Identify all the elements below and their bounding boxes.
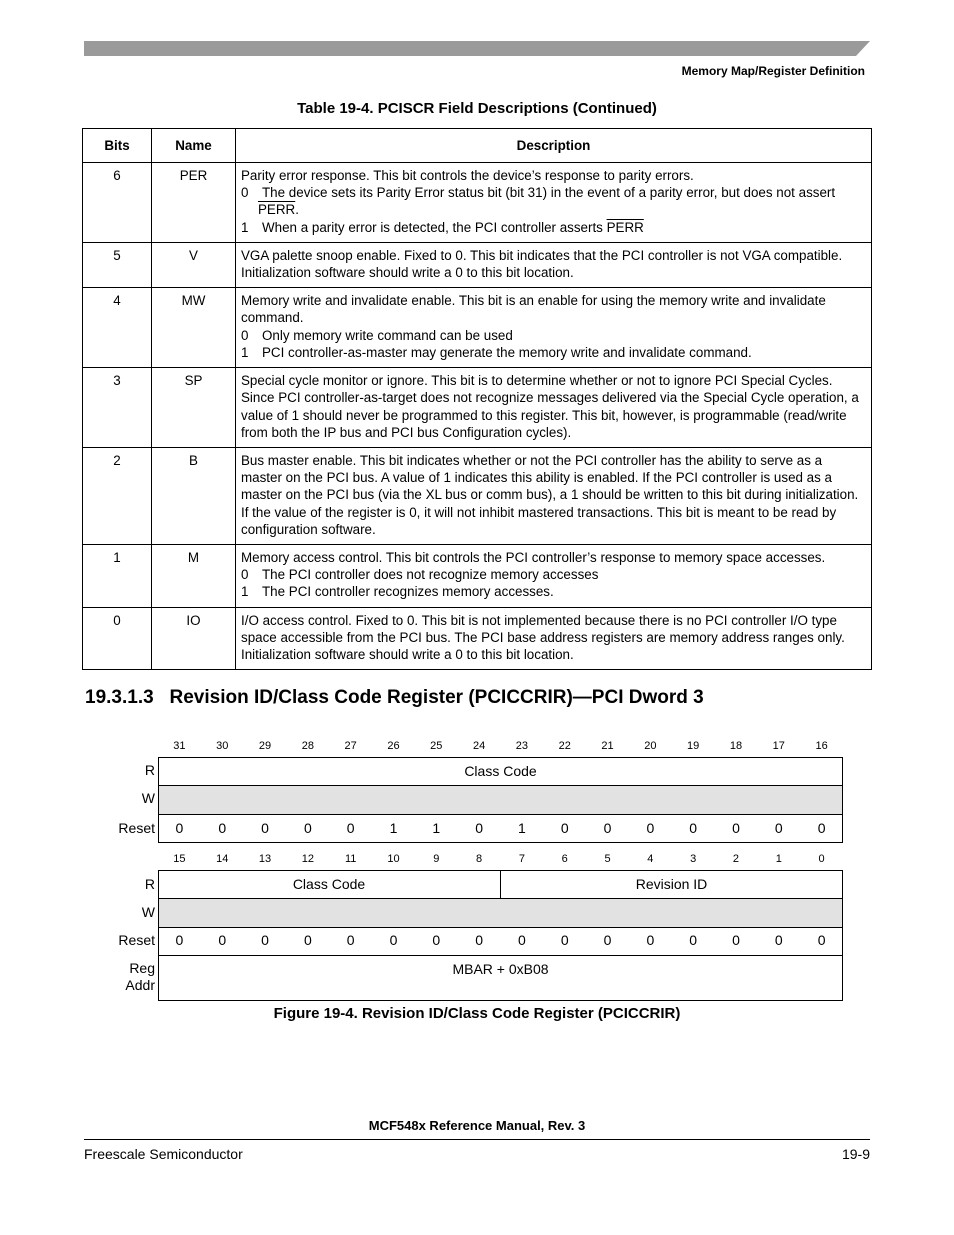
bit-number: 1 xyxy=(775,853,782,865)
row-label-reset: Reset xyxy=(118,820,155,836)
reset-value: 0 xyxy=(346,932,355,948)
bit-number: 7 xyxy=(518,853,525,865)
reset-value: 0 xyxy=(175,820,184,836)
bit-number: 15 xyxy=(173,853,186,865)
row-label-write: W xyxy=(141,904,155,920)
perr-signal: PERR xyxy=(258,202,296,218)
column-header-name: Name xyxy=(152,129,236,163)
reset-value: 0 xyxy=(774,820,783,836)
encoding-value: 0 xyxy=(241,567,249,583)
description-text: I/O access control. Fixed to 0. This bit is not implemented because there is no PCI controller I/O type space accessible from the PCI bus. The PCI base address registers are memory address ranges only. Initialization software should write a 0 to this bit location. xyxy=(241,612,845,663)
reset-value: 1 xyxy=(432,820,441,836)
reset-value: 0 xyxy=(774,932,783,948)
figure-caption: Figure 19-4. Revision ID/Class Code Register (PCICCRIR) xyxy=(273,1005,681,1022)
reset-value: 0 xyxy=(475,932,483,948)
description-text: Memory access control. This bit controls the PCI controller’s response to memory space accesses. xyxy=(241,550,826,566)
lower-class-code-field: Class Code xyxy=(292,876,366,892)
encoding-value: 1 xyxy=(241,344,249,360)
bits-cell: 1 xyxy=(83,545,152,608)
name-cell: V xyxy=(152,242,236,287)
bit-number: 8 xyxy=(476,853,483,865)
description-text: Parity error response. This bit controls the device’s response to parity errors. xyxy=(241,168,694,183)
bit-number: 30 xyxy=(216,740,229,752)
row-label-addr: Addr xyxy=(125,977,155,993)
upper-read-field xyxy=(158,757,843,786)
lower-write-field xyxy=(158,898,843,928)
encoding-value: 1 xyxy=(241,584,249,600)
reset-value: 0 xyxy=(389,932,398,948)
encoding-line xyxy=(241,327,866,344)
description-cell xyxy=(236,448,872,545)
upper-write-field xyxy=(158,785,843,815)
reset-value: 0 xyxy=(646,932,655,948)
name-cell: IO xyxy=(152,607,236,670)
name-cell: PER xyxy=(152,163,236,243)
reset-value: 0 xyxy=(689,932,698,948)
bit-number: 17 xyxy=(772,740,785,752)
bits-cell: 6 xyxy=(83,163,152,243)
bits-cell: 0 xyxy=(83,607,152,670)
footer-divider xyxy=(84,1139,870,1140)
encoding-line xyxy=(241,219,866,236)
encoding-text: The PCI controller does not recognize memory accesses xyxy=(262,567,599,583)
encoding-text-end: . xyxy=(295,202,299,218)
bits-cell: 2 xyxy=(83,448,152,545)
encoding-line xyxy=(241,583,866,600)
bit-number: 29 xyxy=(258,740,272,752)
bit-number: 0 xyxy=(818,853,825,865)
table-title: Table 19-4. PCISCR Field Descriptions (Continued) xyxy=(297,100,657,117)
name-cell: M xyxy=(152,545,236,608)
perr-signal: PERR xyxy=(606,219,644,235)
section-title: 19.3.1.3 Revision ID/Class Code Register (PCICCRIR)—PCI Dword 3 xyxy=(85,687,704,708)
bit-number: 18 xyxy=(729,740,743,752)
header-bar xyxy=(84,41,870,56)
reset-value: 0 xyxy=(560,820,569,836)
bit-number: 13 xyxy=(258,853,272,865)
table-row xyxy=(83,448,872,545)
bit-number: 10 xyxy=(387,853,400,865)
bit-number: 23 xyxy=(515,740,529,752)
reset-value: 0 xyxy=(346,820,355,836)
bit-number: 25 xyxy=(430,740,443,752)
reset-value: 0 xyxy=(218,820,227,836)
reset-value: 0 xyxy=(732,820,740,836)
description-cell xyxy=(236,545,872,608)
reset-value: 0 xyxy=(261,932,269,948)
encoding-text: The device sets its Parity Error status bit (bit 31) in the event of a parity error, but does not assert xyxy=(262,185,836,201)
revision-id-field: Revision ID xyxy=(635,876,708,892)
description-text: VGA palette snoop enable. Fixed to 0. This bit indicates that the PCI controller is not VGA compatible. Initialization software should write a 0 to this bit location. xyxy=(241,247,843,281)
bit-number: 4 xyxy=(647,853,654,865)
bit-number: 24 xyxy=(472,740,486,752)
name-cell: MW xyxy=(152,288,236,368)
bit-number: 14 xyxy=(216,853,229,865)
encoding-text: When a parity error is detected, the PCI controller asserts xyxy=(262,219,607,235)
description-cell xyxy=(236,242,872,287)
row-label-write: W xyxy=(141,790,155,806)
bit-number: 11 xyxy=(344,853,357,865)
row-label-read: R xyxy=(144,876,155,892)
reset-value: 0 xyxy=(261,820,269,836)
name-cell: SP xyxy=(152,368,236,448)
bit-number: 19 xyxy=(687,740,700,752)
reset-value: 0 xyxy=(303,932,312,948)
reset-value: 0 xyxy=(603,820,612,836)
reset-value: 1 xyxy=(518,820,526,836)
table-header-row xyxy=(83,129,872,163)
row-label-read: R xyxy=(144,762,155,778)
description-text: Special cycle monitor or ignore. This bit is to determine whether or not to ignore PCI Special Cycles. Since PCI controller-as-target does not recognize messages delivered via the Special Cycle operation, a value of 1 should never be programmed to this register. This bit, however, is programmable (read/write from both the IP bus and PCI bus Configuration cycles). xyxy=(241,373,859,440)
column-header-bits: Bits xyxy=(83,129,152,163)
description-cell xyxy=(236,288,872,368)
reset-value: 0 xyxy=(175,932,184,948)
bit-number: 3 xyxy=(690,853,697,865)
encoding-value: 0 xyxy=(241,327,249,343)
encoding-line xyxy=(241,184,866,201)
reset-value: 0 xyxy=(518,932,526,948)
bit-number: 5 xyxy=(604,853,611,865)
reset-value: 1 xyxy=(389,820,398,836)
encoding-line xyxy=(241,566,866,583)
footer-manual-title: MCF548x Reference Manual, Rev. 3 xyxy=(368,1118,586,1133)
column-header-description: Description xyxy=(236,129,872,163)
table-row xyxy=(83,368,872,448)
bit-number: 2 xyxy=(732,853,740,865)
bit-number: 6 xyxy=(561,853,568,865)
upper-class-code-field: Class Code xyxy=(464,763,537,779)
description-text: Memory write and invalidate enable. This bit is an enable for using the memory write and invalidate command. xyxy=(241,293,826,326)
description-cell xyxy=(236,163,872,243)
bit-number: 28 xyxy=(301,740,314,752)
bits-cell: 4 xyxy=(83,288,152,368)
reset-value: 0 xyxy=(303,820,312,836)
encoding-text: The PCI controller recognizes memory accesses. xyxy=(262,584,554,600)
description-cell xyxy=(236,368,872,448)
bit-number: 9 xyxy=(433,853,440,865)
row-label-reset: Reset xyxy=(118,932,155,948)
field-descriptions-table xyxy=(82,128,872,670)
table-row xyxy=(83,607,872,670)
encoding-line xyxy=(241,344,866,361)
table-row xyxy=(83,163,872,243)
reset-value: 0 xyxy=(817,932,826,948)
reset-value: 0 xyxy=(817,820,826,836)
register-address-field xyxy=(158,955,843,1001)
table-row xyxy=(83,288,872,368)
encoding-continuation xyxy=(241,201,866,218)
reset-value: 0 xyxy=(432,932,441,948)
encoding-text: PCI controller-as-master may generate the memory write and invalidate command. xyxy=(262,344,752,360)
bit-number: 22 xyxy=(558,740,571,752)
table-row xyxy=(83,242,872,287)
reset-value: 0 xyxy=(603,932,612,948)
table-row xyxy=(83,545,872,608)
register-address: MBAR + 0xB08 xyxy=(452,961,549,977)
footer-company: Freescale Semiconductor xyxy=(84,1146,243,1162)
reset-value: 0 xyxy=(475,820,483,836)
bit-number: 21 xyxy=(601,740,614,752)
reset-value: 0 xyxy=(689,820,698,836)
footer-page-number: 19-9 xyxy=(841,1146,870,1162)
bits-cell: 5 xyxy=(83,242,152,287)
description-text: Bus master enable. This bit indicates whether or not the PCI controller has the ability to serve as a master on the PCI bus. A value of 1 indicates this ability is enabled. If the PCI controller is used as a master on the PCI bus (via the XL bus or comm bus), a 1 should be written to this bit during initialization. If the value of the register is 0, it will not inhibit mastered transactions. This bit is meant to be read by configuration software. xyxy=(241,453,859,537)
encoding-text: Only memory write command can be used xyxy=(262,327,513,343)
reset-value: 0 xyxy=(732,932,740,948)
running-head: Memory Map/Register Definition xyxy=(681,64,865,78)
reset-value: 0 xyxy=(218,932,227,948)
bit-number: 26 xyxy=(387,740,400,752)
bit-number: 16 xyxy=(815,740,828,752)
bit-number: 12 xyxy=(301,853,314,865)
description-cell xyxy=(236,607,872,670)
bits-cell: 3 xyxy=(83,368,152,448)
encoding-value: 0 xyxy=(241,185,249,201)
bit-number: 31 xyxy=(173,740,186,752)
name-cell: B xyxy=(152,448,236,545)
bit-number: 20 xyxy=(644,740,657,752)
reset-value: 0 xyxy=(560,932,569,948)
encoding-value: 1 xyxy=(241,219,249,235)
bit-number: 27 xyxy=(344,740,357,752)
row-label-reg: Reg xyxy=(129,960,155,976)
reset-value: 0 xyxy=(646,820,655,836)
